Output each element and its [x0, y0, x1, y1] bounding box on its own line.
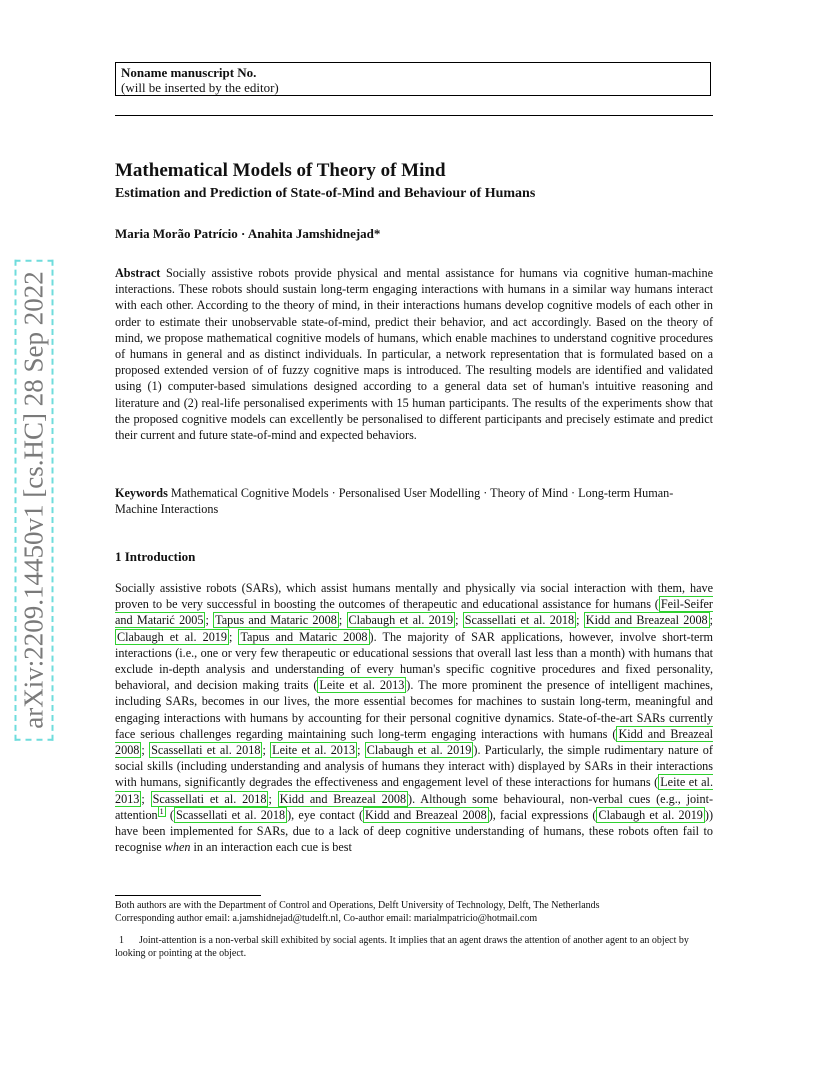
- citation-separator: ;: [141, 743, 150, 758]
- citation-separator: ;: [357, 743, 365, 758]
- footnote-text: Joint-attention is a non-verbal skill exhibited by social agents. It implies that an agent draws the attention of another agent to an object by looking or pointing at the object.: [115, 935, 689, 959]
- emphasis-word: when: [164, 840, 191, 855]
- manuscript-box: [115, 62, 711, 96]
- citation-link[interactable]: Kidd and Breazeal 2008: [365, 807, 487, 822]
- citation-link[interactable]: Clabaugh et al. 2019: [117, 629, 227, 644]
- footnote: [115, 934, 713, 960]
- intro-text: (: [165, 807, 174, 822]
- arxiv-identifier[interactable]: arXiv:2209.14450v1 [cs.HC] 28 Sep 2022: [15, 259, 54, 740]
- intro-text: ). Although some behavioural, non-verbal cues (e.g., joint-attention: [115, 791, 714, 822]
- affiliation-note: [115, 899, 713, 925]
- author-list: Maria Morão Patrício · Anahita Jamshidnejad*: [115, 226, 381, 241]
- citation-link[interactable]: Tapus and Mataric 2008: [240, 629, 368, 644]
- contact-line: Corresponding author email: a.jamshidnejad@tudelft.nl, Co-author email: marialmpatricio@hotmail.com: [115, 913, 538, 924]
- manuscript-number: Noname manuscript No.: [121, 65, 257, 80]
- citation-link[interactable]: Scassellati et al. 2018: [152, 791, 267, 806]
- section-heading: 1 Introduction: [115, 549, 196, 564]
- citation-link[interactable]: Scassellati et al. 2018: [175, 807, 286, 822]
- citation-link[interactable]: Clabaugh et al. 2019: [366, 743, 472, 758]
- citation-separator: ;: [338, 613, 347, 628]
- citation-link[interactable]: Leite et al. 2013: [319, 678, 405, 693]
- intro-text: ). Particularly, the simple rudimentary nature of social skills (including understanding and analysis of humans they interact with) displayed by SARs in their interactions with humans, significantly degrades the effectiveness and engagement level of these interactions for humans (: [115, 743, 713, 790]
- abstract-label: Abstract: [115, 266, 161, 280]
- citation-separator: ;: [455, 613, 463, 628]
- intro-text: Socially assistive robots (SARs), which assist humans mentally and physically via social interaction with them, have proven to be very successful in boosting the outcomes of therapeutic and educational assistance for humans (: [115, 581, 713, 612]
- intro-text: in an interaction each cue is best: [190, 840, 352, 855]
- citation-separator: ;: [228, 629, 239, 644]
- citation-link[interactable]: Tapus and Mataric 2008: [215, 613, 337, 628]
- citation-separator: ;: [205, 613, 214, 628]
- intro-text: ), facial expressions (: [488, 807, 597, 822]
- intro-text: )) have been implemented for SARs, due to a lack of deep cognitive understanding of humans, these robots often fail to recognise: [115, 807, 714, 855]
- paper-title: Mathematical Models of Theory of Mind: [115, 160, 446, 181]
- intro-paragraph: [115, 580, 713, 855]
- manuscript-editor-note: (will be inserted by the editor): [121, 80, 279, 95]
- citation-link[interactable]: Scassellati et al. 2018: [464, 613, 575, 628]
- intro-text: ). The majority of SAR applications, however, involve short-term interactions (i.e., one or very few therapeutic or educational sessions that overall last less than a month) with humans that exclude in-depth analysis and understanding of every human's specific cognitive procedures and fixed personality, behavioral, and decision making traits (: [115, 629, 713, 693]
- citation-link[interactable]: Kidd and Breazeal 2008: [585, 613, 708, 628]
- keywords-label: Keywords: [115, 486, 168, 500]
- paper-subtitle: Estimation and Prediction of State-of-Mind and Behaviour of Humans: [115, 186, 536, 201]
- citation-link[interactable]: Leite et al. 2013: [115, 775, 713, 806]
- citation-separator: ;: [709, 613, 714, 628]
- citation-link[interactable]: Feil-Seifer and Matarić 2005: [115, 597, 713, 628]
- citation-link[interactable]: Leite et al. 2013: [272, 743, 356, 758]
- citation-link[interactable]: Kidd and Breazeal 2008: [115, 726, 713, 758]
- abstract: [115, 265, 713, 443]
- citation-separator: ;: [262, 743, 271, 758]
- keywords-text: Mathematical Cognitive Models · Personalised User Modelling · Theory of Mind · Long-term Human-Machine Interactions: [115, 486, 674, 517]
- intro-text: ), eye contact (: [287, 807, 364, 822]
- citation-separator: ;: [141, 791, 151, 806]
- citation-separator: ;: [268, 791, 278, 806]
- footnote-marker-link[interactable]: 1: [159, 806, 164, 816]
- footnote-number: 1: [119, 935, 124, 946]
- arxiv-side-stamp: [12, 260, 56, 740]
- intro-text: ). The more prominent the presence of intelligent machines, including SARs, becomes in our lives, the more essential becomes for machines to sustain long-term, meaningful and engaging interactions with humans by accounting for their personal cognitive dynamics. State-of-the-art SARs currently face serious challenges regarding maintaining such long-term engaging interactions with humans (: [115, 678, 713, 741]
- affiliation-line: Both authors are with the Department of Control and Operations, Delft University of Technology, Delft, The Netherlands: [115, 900, 600, 911]
- citation-link[interactable]: Kidd and Breazeal 2008: [279, 791, 407, 806]
- keywords: [115, 485, 713, 517]
- citation-link[interactable]: Clabaugh et al. 2019: [348, 613, 454, 628]
- citation-separator: ;: [576, 613, 584, 628]
- footnote-rule: [115, 895, 261, 896]
- citation-link[interactable]: Scassellati et al. 2018: [151, 743, 261, 758]
- citation-link[interactable]: Clabaugh et al. 2019: [598, 807, 703, 822]
- abstract-text: Socially assistive robots provide physical and mental assistance for humans via cognitive human-machine interactions. These robots should sustain long-term engaging interactions with humans in a similar way humans interact with each other. According to the theory of mind, in their interactions humans develop cognitive models of each other in order to estimate their unobservable state-of-mind, predict their behavior, and act accordingly. Based on the theory of mind, we propose mathematical cognitive models of humans, which enable machines to understand cognitive procedures of humans in general and as distinct individuals. In particular, a network representation that is formulated based on a proposed extended version of of fuzzy cognitive maps is introduced. The resulting models are identified and validated using (1) computer-based simulations designed according to a general data set of human's intuitive reasoning and literature and (2) real-life personalised experiments with 15 human participants. The results of the experiments show that the proposed cognitive models can excellently be personalised to different participants and precisely estimate and predict their current and future state-of-mind and expected behaviors.: [115, 266, 713, 443]
- header-rule: [115, 115, 713, 116]
